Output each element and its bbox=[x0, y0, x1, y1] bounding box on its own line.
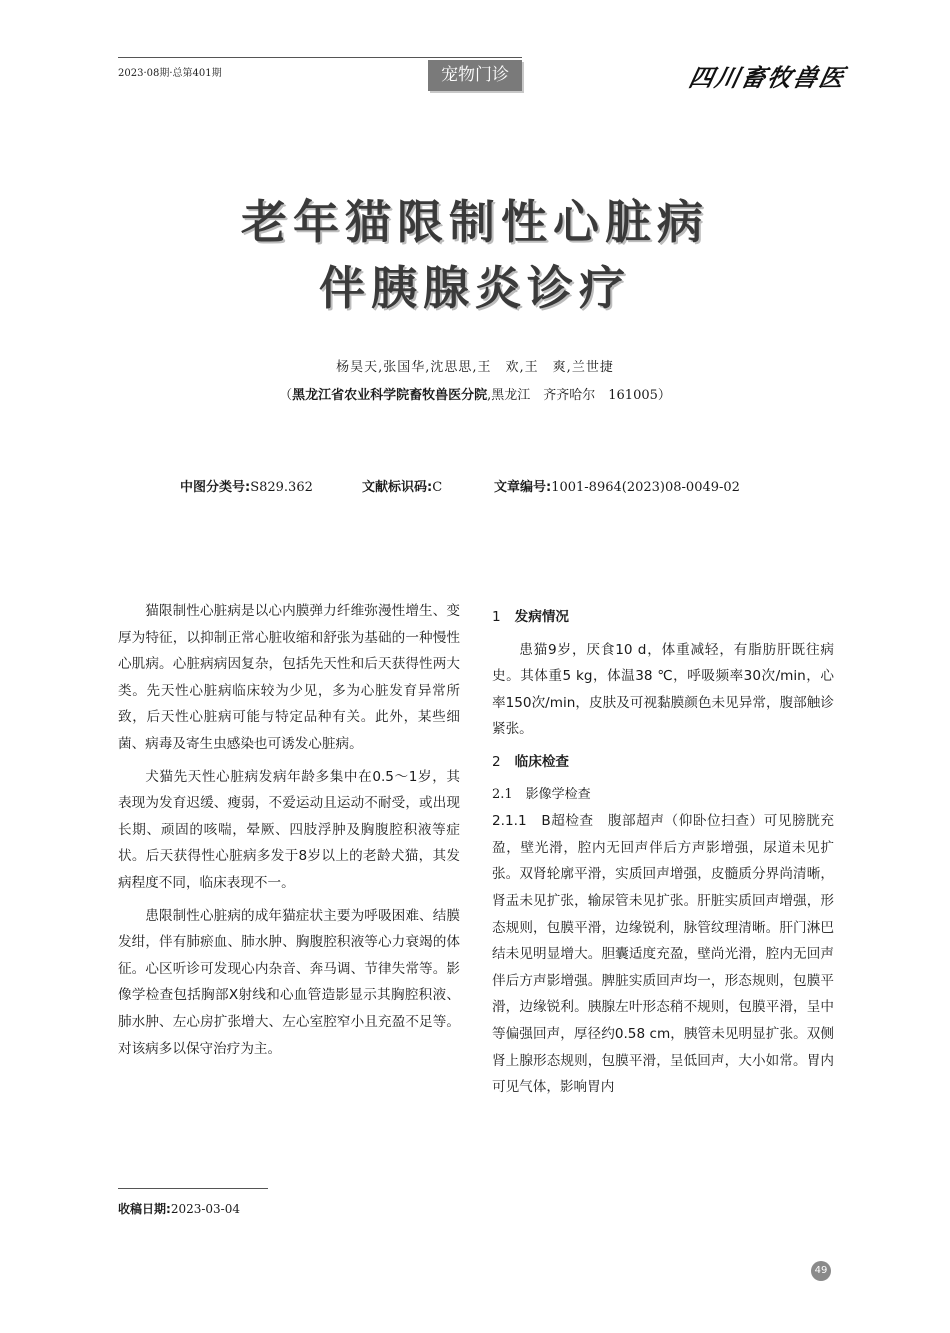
section-number: 2 bbox=[492, 753, 501, 770]
section-tab: 宠物门诊 bbox=[428, 60, 522, 91]
clc-label: 中图分类号: bbox=[180, 480, 251, 495]
clc-value: S829.362 bbox=[250, 480, 313, 495]
header-rule bbox=[118, 57, 522, 58]
section-title: 发病情况 bbox=[514, 609, 570, 625]
doc-label: 文献标识码: bbox=[362, 480, 433, 495]
authors: 杨昊天,张国华,沈思思,王 欢,王 爽,兰世捷 bbox=[336, 360, 614, 375]
paragraph: 猫限制性心脏病是以心内膜弹力纤维弥漫性增生、变厚为特征，以抑制正常心脏收缩和舒张为基础的一种慢性心肌病。心脏病病因复杂，包括先天性和后天获得性两大类。先天性心脏病临床较为少见，多为心脏发育异常所致，后天性心脏病可能与特定品种有关。此外，某些细菌、病毒及寄生虫感染也可诱发心脏病。 bbox=[118, 603, 460, 752]
section-title: 临床检查 bbox=[514, 753, 570, 770]
paragraph: 犬猫先天性心脏病发病年龄多集中在0.5～1岁，其表现为发育迟缓、瘦弱，不爱运动且运动不耐受，或出现长期、顽固的咳喘，晕厥、四肢浮肿及胸腹腔积液等症状。后天获得性心脏病多发于8岁以上的老龄犬猫，其发病程度不同，临床表现不一。 bbox=[118, 768, 460, 891]
received-date bbox=[118, 1200, 240, 1217]
affiliation-org: 黑龙江省农业科学院畜牧兽医分院 bbox=[292, 388, 488, 403]
left-column bbox=[118, 598, 460, 1068]
right-column bbox=[492, 598, 834, 1107]
paragraph: 患猫9岁，厌食10 d，体重减轻，有脂肪肝既往病史。其体重5 kg，体温38 ℃，呼吸频率30次/min，心率150次/min，皮肤及可视黏膜颜色未见异常，腹部触诊紧张。 bbox=[492, 641, 834, 738]
article-value: 1001-8964(2023)08-0049-02 bbox=[551, 480, 740, 495]
article-number bbox=[494, 476, 740, 495]
clc-number bbox=[180, 476, 313, 495]
received-label: 收稿日期: bbox=[118, 1202, 171, 1216]
footnote-rule bbox=[118, 1188, 268, 1189]
affiliation-place: ,黑龙江 齐齐哈尔 161005） bbox=[487, 388, 671, 403]
paragraph: 2.1.1 B超检查 腹部超声（仰卧位扫查）可见膀胱充盈，壁光滑，腔内无回声伴后方声影增强，尿道未见扩张。双肾轮廓平滑，实质回声增强，皮髓质分界尚清晰，肾盂未见扩张，输尿管未见扩张。肝脏实质回声增强，形态规则，包膜平滑，边缘锐利，脉管纹理清晰。肝门淋巴结未见明显增大。胆囊适度充盈，壁尚光滑，腔内无回声伴后方声影增强。脾脏实质回声均一，形态规则，包膜平滑，边缘锐利。胰腺左叶形态稍不规则，包膜平滑，呈中等偏强回声，厚径约0.58 cm，胰管未见明显扩张。双侧肾上腺形态规则，包膜平滑，呈低回声，大小如常。胃内可见气体，影响胃内 bbox=[492, 813, 834, 1096]
issue-info: 2023·08期·总第401期 bbox=[118, 68, 222, 79]
document-code bbox=[362, 476, 442, 495]
journal-logo: 四川畜牧兽医 bbox=[686, 63, 849, 92]
article-title-line-1: 老年猫限制性心脏病 bbox=[241, 195, 709, 249]
affiliation-open: （ bbox=[279, 388, 293, 403]
section-heading-2 bbox=[492, 749, 834, 776]
affiliation bbox=[0, 384, 950, 403]
paragraph: 患限制性心脏病的成年猫症状主要为呼吸困难、结膜发绀，伴有肺瘀血、肺水肿、胸腹腔积液等心力衰竭的体征。心区听诊可发现心内杂音、奔马调、节律失常等。影像学检查包括胸部X射线和心血管造影显示其胸腔积液、肺水肿、左心房扩张增大、左心室腔窄小且充盈不足等。对该病多以保守治疗为主。 bbox=[118, 907, 460, 1057]
article-title-line-2: 伴胰腺炎诊疗 bbox=[319, 261, 631, 315]
subsection-heading: 2.1 影像学检查 bbox=[492, 786, 591, 802]
doc-value: C bbox=[432, 480, 443, 495]
page-number: 49 bbox=[811, 1261, 831, 1281]
section-number: 1 bbox=[492, 609, 501, 625]
received-value: 2023-03-04 bbox=[170, 1202, 240, 1216]
article-label: 文章编号: bbox=[494, 480, 552, 495]
section-heading-1 bbox=[492, 604, 834, 631]
